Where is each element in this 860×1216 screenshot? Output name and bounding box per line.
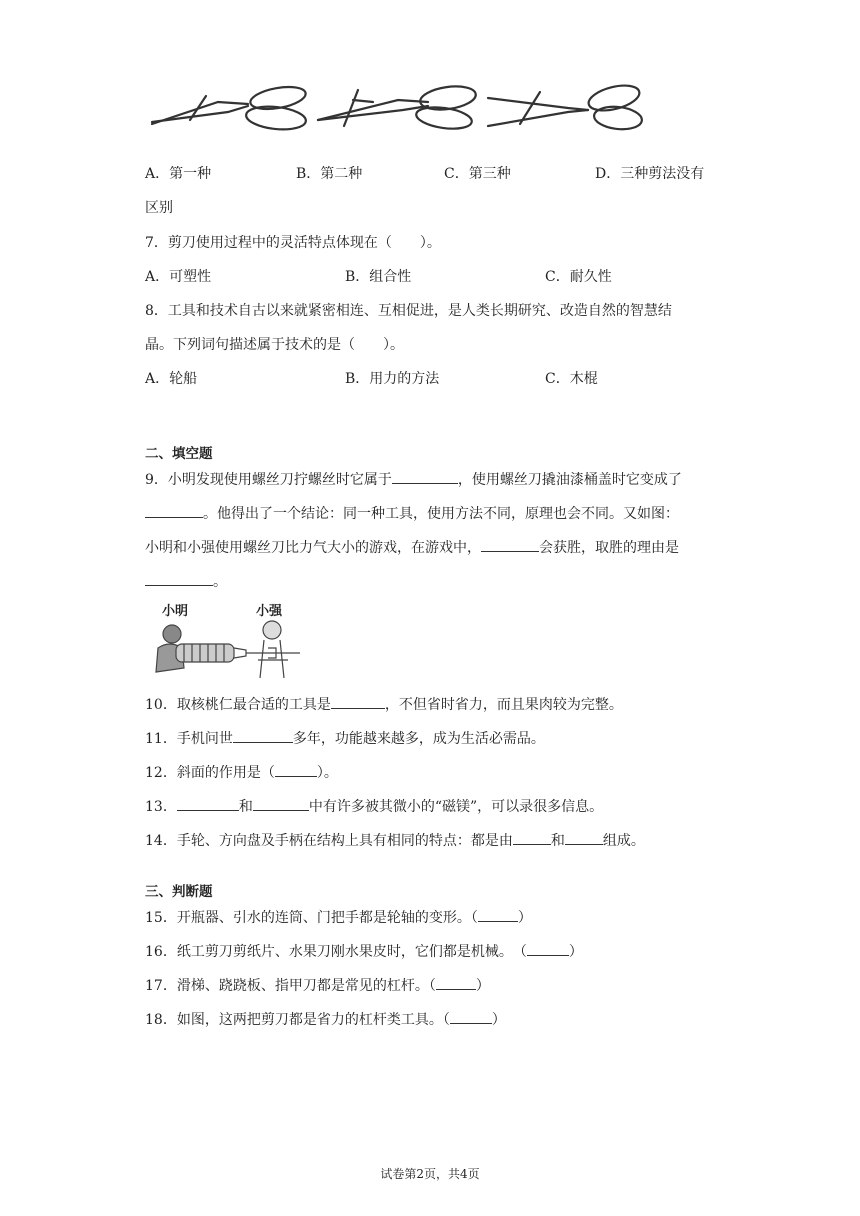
q16-blank[interactable] xyxy=(527,941,569,956)
q12-text-1: 12．斜面的作用是（ xyxy=(145,765,275,781)
q10-text-1: 10．取核桃仁最合适的工具是 xyxy=(145,697,331,713)
q18-text-2: ） xyxy=(491,1012,506,1028)
q7-option-c[interactable]: C．耐久性 xyxy=(545,269,612,285)
q9-line2 xyxy=(145,503,679,523)
q15-text-2: ） xyxy=(517,910,532,926)
q14-line xyxy=(145,830,645,850)
q11-text-2: 多年，功能越来越多，成为生活必需品。 xyxy=(292,731,545,747)
q7-option-a[interactable]: A．可塑性 xyxy=(145,269,212,285)
q14-text-3: 组成。 xyxy=(602,833,645,849)
q8-stem-line1: 8．工具和技术自古以来就紧密相连、互相促进，是人类长期研究、改造自然的智慧结 xyxy=(145,303,672,319)
q11-line xyxy=(145,728,545,748)
q8-option-b[interactable]: B．用力的方法 xyxy=(345,371,440,387)
q9-line1 xyxy=(145,469,682,489)
q17-blank[interactable] xyxy=(436,975,476,990)
q17-line xyxy=(145,975,490,995)
q6-option-c[interactable]: C．第三种 xyxy=(444,166,511,182)
q17-text-1: 17．滑梯、跷跷板、指甲刀都是常见的杠杆。（ xyxy=(145,978,436,994)
q16-text-1: 16．纸工剪刀剪纸片、水果刀刚水果皮时，它们都是机械。 （ xyxy=(145,944,527,960)
q15-blank[interactable] xyxy=(478,907,518,922)
q9-text-5: 会获胜，取胜的理由是 xyxy=(539,540,679,556)
page-footer: 试卷第2页，共4页 xyxy=(380,1167,480,1181)
scissors-figure xyxy=(148,80,646,138)
q14-blank-2[interactable] xyxy=(565,830,603,845)
q9-text-6: 。 xyxy=(213,574,227,590)
screwdriver-game-figure xyxy=(150,620,310,682)
q9-text-1: 9．小明发现使用螺丝刀拧螺丝时它属于 xyxy=(145,472,392,488)
q9-blank-2[interactable] xyxy=(145,503,203,518)
q9-text-3: 。他得出了一个结论：同一种工具，使用方法不同，原理也会不同。又如图： xyxy=(203,506,679,522)
q18-text-1: 18．如图，这两把剪刀都是省力的杠杆类工具。（ xyxy=(145,1012,450,1028)
q8-stem-line2: 晶。下列词句描述属于技术的是（ ）。 xyxy=(145,337,404,353)
q13-text-1: 13． xyxy=(145,799,177,815)
q18-blank[interactable] xyxy=(450,1009,492,1024)
q8-option-c[interactable]: C．木棍 xyxy=(545,371,598,387)
q9-line3 xyxy=(145,537,679,557)
q9-blank-3[interactable] xyxy=(481,537,539,552)
q8-option-a[interactable]: A．轮船 xyxy=(145,371,198,387)
q6-option-a[interactable]: A．第一种 xyxy=(145,166,212,182)
q9-blank-1[interactable] xyxy=(392,469,458,484)
q15-line xyxy=(145,907,532,927)
q7-option-b[interactable]: B．组合性 xyxy=(345,269,412,285)
q10-line xyxy=(145,694,623,714)
q13-blank-2[interactable] xyxy=(253,796,309,811)
q13-text-2: 和 xyxy=(238,799,253,815)
figure-label-xiaoqiang: 小强 xyxy=(256,604,283,619)
q14-blank-1[interactable] xyxy=(513,830,551,845)
q13-blank-1[interactable] xyxy=(177,796,239,811)
q7-stem: 7．剪刀使用过程中的灵活特点体现在（ ）。 xyxy=(145,235,441,251)
q9-line4 xyxy=(145,571,227,591)
q6-option-d[interactable]: D．三种剪法没有 xyxy=(595,166,705,182)
q16-line xyxy=(145,941,583,961)
q6-option-d-wrap: 区别 xyxy=(145,200,173,216)
scissors-second-method xyxy=(318,83,477,132)
q9-text-2: ，使用螺丝刀撬油漆桶盖时它变成了 xyxy=(457,472,682,488)
q14-text-2: 和 xyxy=(550,833,565,849)
q6-option-b[interactable]: B．第二种 xyxy=(296,166,363,182)
q17-text-2: ） xyxy=(475,978,490,994)
q13-line xyxy=(145,796,603,816)
section-fill-in-title: 二、填空题 xyxy=(145,446,213,462)
q10-text-2: ，不但省时省力，而且果肉较为完整。 xyxy=(384,697,623,713)
q12-text-2: ）。 xyxy=(316,765,338,781)
q12-line xyxy=(145,762,338,782)
scissors-third-method xyxy=(488,81,643,131)
q13-text-3: 中有许多被其微小的“磁镁”，可以录很多信息。 xyxy=(308,799,604,815)
q14-text-1: 14．手轮、方向盘及手柄在结构上具有相同的特点：都是由 xyxy=(145,833,513,849)
q11-text-1: 11．手机问世 xyxy=(145,731,233,747)
scissors-first-method xyxy=(152,83,307,132)
q18-line xyxy=(145,1009,506,1029)
q10-blank[interactable] xyxy=(331,694,385,709)
figure-label-xiaoming: 小明 xyxy=(162,604,189,619)
q15-text-1: 15．开瓶器、引水的连筒、门把手都是轮轴的变形。（ xyxy=(145,910,478,926)
q9-text-4: 小明和小强使用螺丝刀比力气大小的游戏，在游戏中， xyxy=(145,540,481,556)
q11-blank[interactable] xyxy=(233,728,293,743)
q12-blank[interactable] xyxy=(275,762,317,777)
q9-blank-4[interactable] xyxy=(145,571,213,586)
q16-text-2: ） xyxy=(568,944,583,960)
section-judgement-title: 三、判断题 xyxy=(145,884,213,900)
